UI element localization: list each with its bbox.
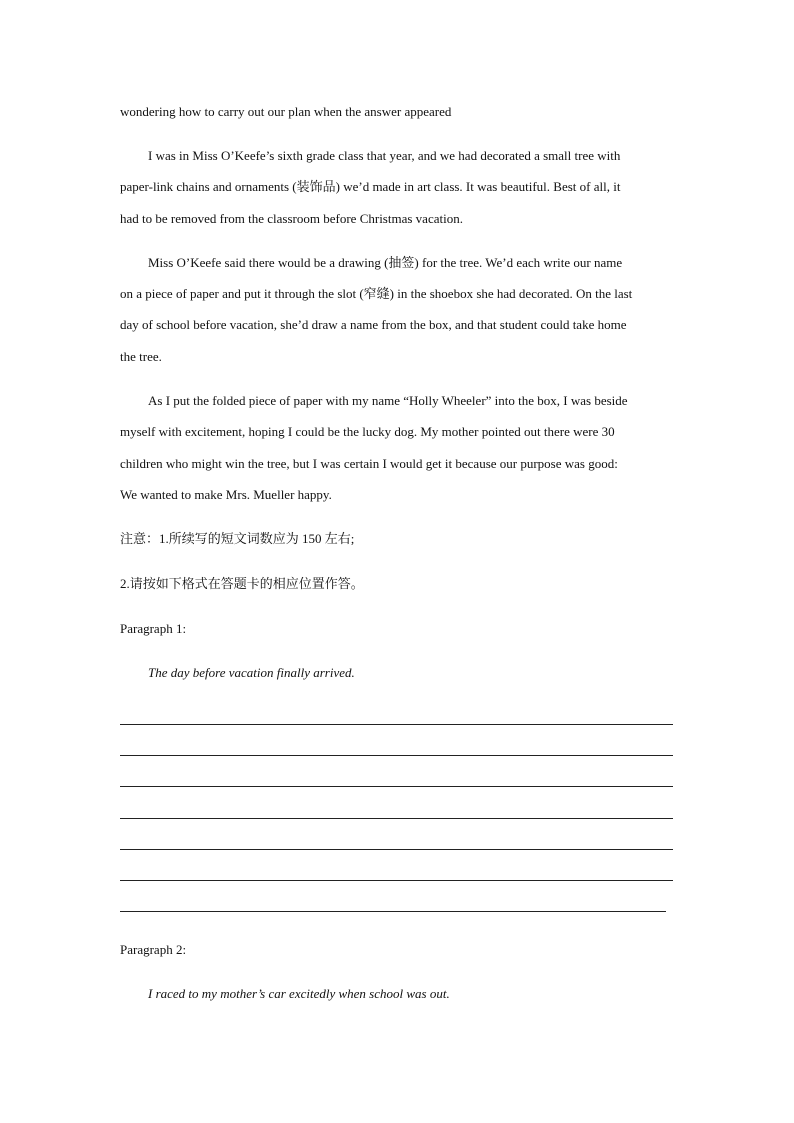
intro-line: wondering how to carry out our plan when the answer appeared	[120, 104, 452, 119]
paragraph-3-line-2: myself with excitement, hoping I could be the lucky dog. My mother pointed out there were 30	[120, 424, 615, 439]
answer-line	[120, 724, 673, 725]
paragraph-2-line-1: Miss O’Keefe said there would be a drawing (抽签) for the tree. We’d each write our name	[148, 255, 623, 270]
paragraph-2-line-4: the tree.	[120, 349, 162, 364]
paragraph-2-opening: I raced to my mother’s car excitedly when school was out.	[148, 986, 450, 1001]
answer-line	[120, 911, 666, 912]
paragraph-3-line-3: children who might win the tree, but I was certain I would get it because our purpose was good:	[120, 456, 618, 471]
paragraph-3-line-1: As I put the folded piece of paper with my name “Holly Wheeler” into the box, I was beside	[148, 393, 628, 408]
paragraph-2-line-2: on a piece of paper and put it through the slot (窄缝) in the shoebox she had decorated. On the last	[120, 286, 633, 301]
note-word-count: 注意：1.所续写的短文词数应为 150 左右;	[120, 531, 355, 546]
paragraph-2-label: Paragraph 2:	[120, 942, 187, 957]
paragraph-1-line-3: had to be removed from the classroom before Christmas vacation.	[120, 211, 463, 226]
answer-line	[120, 849, 673, 850]
answer-line	[120, 818, 673, 819]
paragraph-1-label: Paragraph 1:	[120, 621, 187, 636]
paragraph-1-line-1: I was in Miss O’Keefe’s sixth grade class that year, and we had decorated a small tree with	[148, 148, 621, 163]
answer-line	[120, 755, 673, 756]
paragraph-3-line-4: We wanted to make Mrs. Mueller happy.	[120, 487, 332, 502]
paragraph-1-line-2: paper-link chains and ornaments (装饰品) we’d made in art class. It was beautiful. Best of all, it	[120, 179, 621, 194]
answer-line	[120, 786, 673, 787]
note-answer-format: 2.请按如下格式在答题卡的相应位置作答。	[120, 576, 364, 591]
paragraph-2-line-3: day of school before vacation, she’d draw a name from the box, and that student could take home	[120, 317, 627, 332]
answer-line	[120, 880, 673, 881]
paragraph-1-opening: The day before vacation finally arrived.	[148, 665, 355, 680]
